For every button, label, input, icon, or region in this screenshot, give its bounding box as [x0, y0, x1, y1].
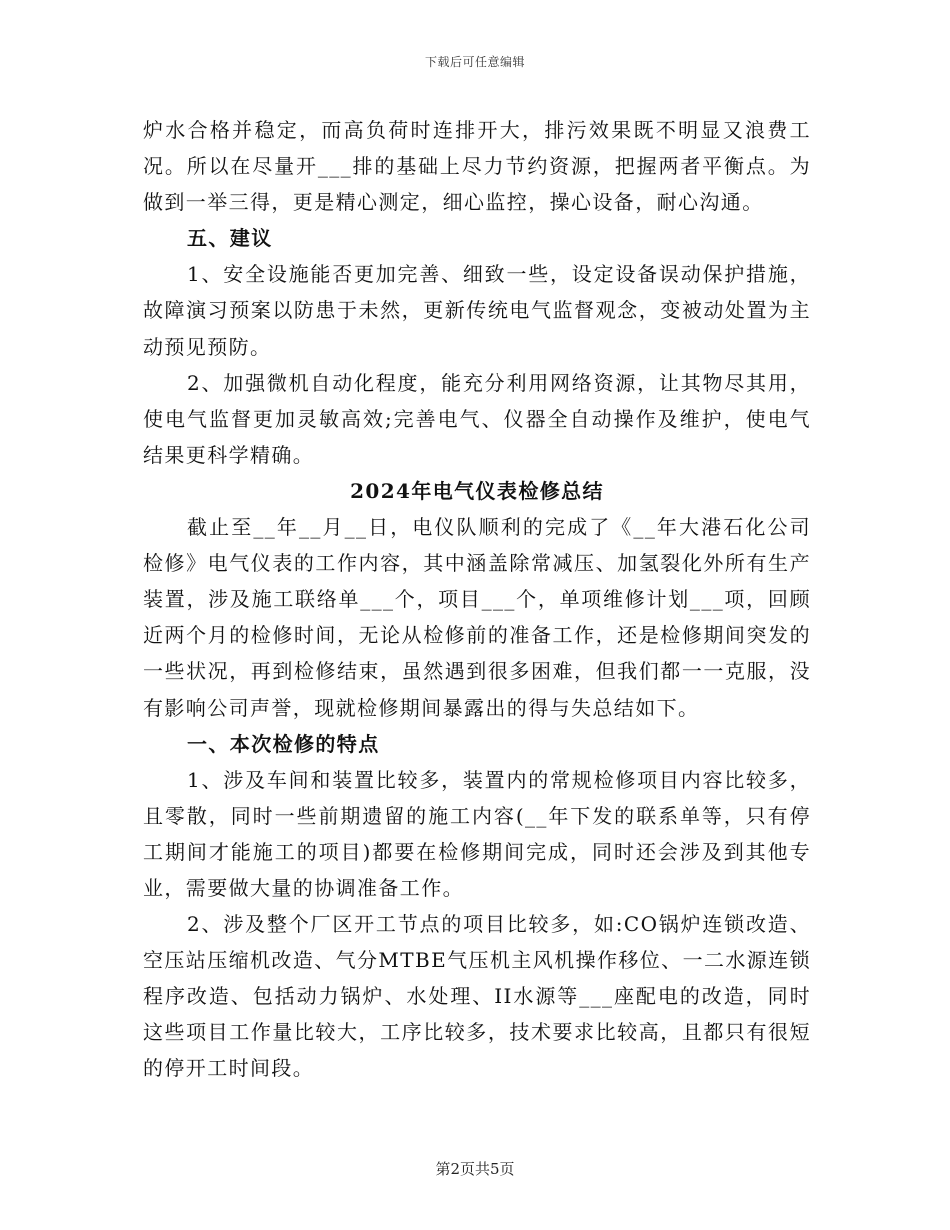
page-header: 下载后可任意编辑 [424, 55, 525, 69]
paragraph-suggestion-2: 2、加强微机自动化程度，能充分利用网络资源，让其物尽其用，使电气监督更加灵敏高效;完善电气、仪器全自动操作及维护，使电气结果更科学精确。 [143, 370, 811, 467]
document-title: 2024年电气仪表检修总结 [350, 478, 604, 503]
document-body [143, 112, 811, 1087]
section-heading-suggestions: 五、建议 [187, 226, 273, 251]
page-footer: 第2页共5页 [435, 1160, 515, 1178]
paragraph-feature-2: 2、涉及整个厂区开工节点的项目比较多，如:CO锅炉连锁改造、空压站压缩机改造、气分MTBE气压机主风机操作移位、一二水源连锁程序改造、包括动力锅炉、水处理、II水源等___座配电的改造，同时这些项目工作量比较大，工序比较多，技术要求比较高，且都只有很短的停开工时间段。 [143, 912, 811, 1081]
paragraph-feature-1: 1、涉及车间和装置比较多，装置内的常规检修项目内容比较多，且零散，同时一些前期遗留的施工内容(__年下发的联系单等，只有停工期间才能施工的项目)都要在检修期间完成，同时还会涉及到其他专业，需要做大量的协调准备工作。 [143, 767, 811, 900]
paragraph-intro: 截止至__年__月__日，电仪队顺利的完成了《__年大港石化公司检修》电气仪表的工作内容，其中涵盖除常减压、加氢裂化外所有生产装置，涉及施工联络单___个，项目___个，单项维修计划___项，回顾近两个月的检修时间，无论从检修前的准备工作，还是检修期间突发的一些状况，再到检修结束，虽然遇到很多困难，但我们都一一克服，没有影响公司声誉，现就检修期间暴露出的得与失总结如下。 [143, 515, 811, 720]
paragraph-suggestion-1: 1、安全设施能否更加完善、细致一些，设定设备误动保护措施，故障演习预案以防患于未然，更新传统电气监督观念，变被动处置为主动预见预防。 [143, 262, 811, 359]
section-heading-features: 一、本次检修的特点 [187, 731, 380, 756]
paragraph-continued: 炉水合格并稳定，而高负荷时连排开大，排污效果既不明显又浪费工况。所以在尽量开___排的基础上尽力节约资源，把握两者平衡点。为做到一举三得，更是精心测定，细心监控，操心设备，耐心沟通。 [143, 118, 811, 215]
